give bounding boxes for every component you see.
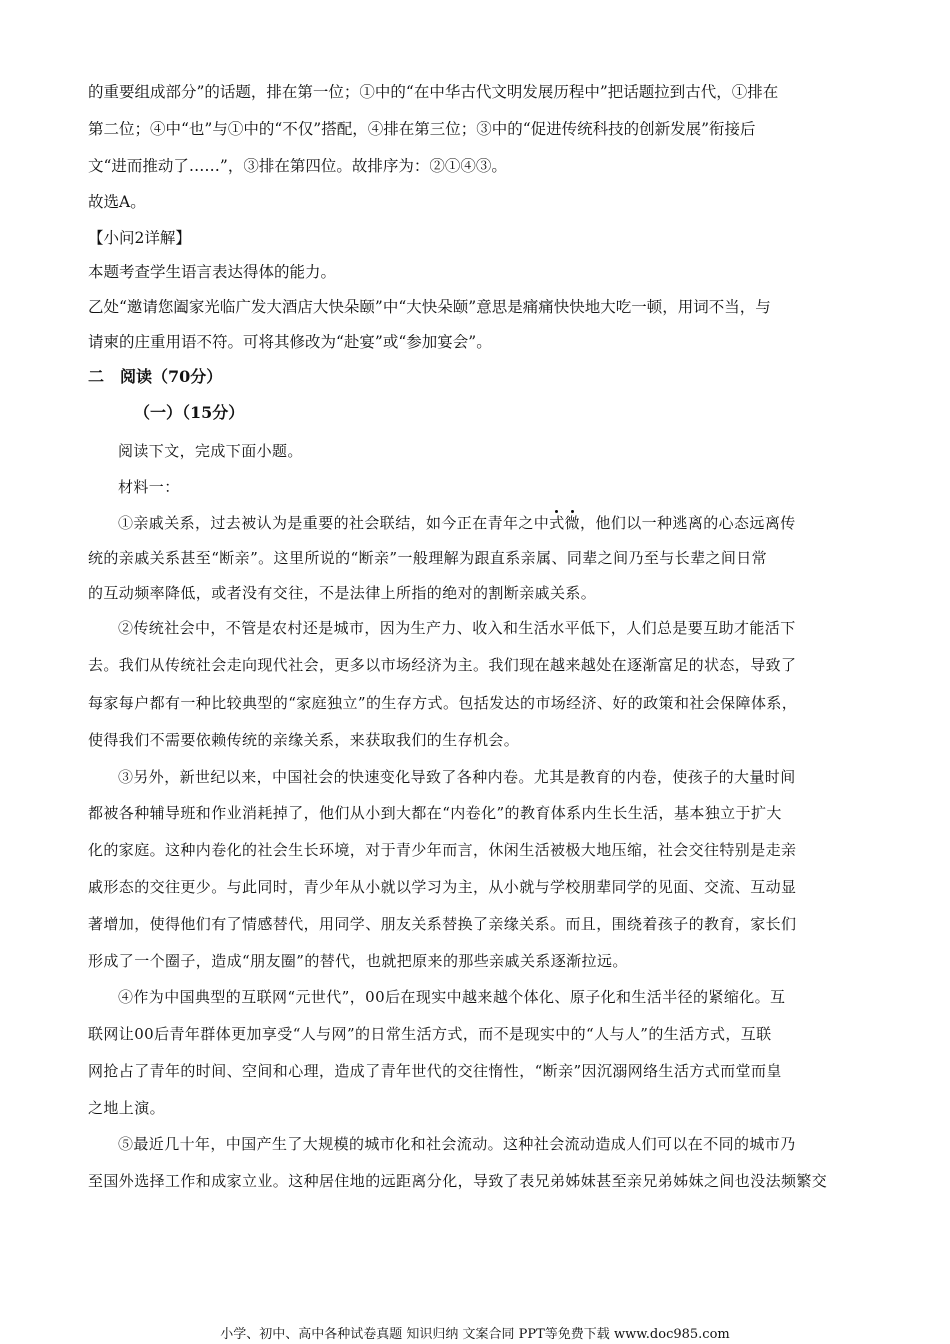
article-line: 形成了一个圈子，造成“朋友圈”的替代，也就把原来的那些亲戚关系逐渐拉远。 (88, 952, 628, 970)
article-line: 至国外选择工作和成家立业。这种居住地的远距离分化，导致了表兄弟姊妹甚至亲兄弟姊妹之间也没法频繁交 (88, 1172, 828, 1190)
article-line: 的互动频率降低，或者没有交往，不是法律上所指的绝对的割断亲戚关系。 (88, 584, 597, 602)
part-title: （一）（15分） (134, 403, 245, 422)
article-text: ①亲戚关系，过去被认为是重要的社会联结，如今正在青年之中 (118, 514, 550, 532)
article-line: 联网让00后青年群体更加享受“人与网”的日常生活方式，而不是现实中的“人与人”的生活方式，互联 (88, 1025, 772, 1043)
answer-line: 的重要组成部分”的话题，排在第一位；①中的“在中华古代文明发展历程中”把话题拉到古代，①排在 (88, 83, 779, 101)
section-title: 二 阅读（70分） (88, 367, 223, 386)
answer-line: 请柬的庄重用语不符。可将其修改为“赴宴”或“参加宴会”。 (88, 333, 492, 351)
article-line: 之地上演。 (88, 1099, 166, 1117)
article-line: 都被各种辅导班和作业消耗掉了，他们从小到大都在“内卷化”的教育体系内生长生活，基本独立于扩大 (88, 804, 782, 822)
instruction: 阅读下文，完成下面小题。 (118, 442, 303, 460)
article-line: 戚形态的交往更少。与此同时，青少年从小就以学习为主，从小就与学校朋辈同学的见面、交流、互动显 (88, 878, 797, 896)
article-text: ，他们以一种逃离的心态远离传 (580, 514, 796, 532)
answer-choice: 故选A。 (88, 193, 146, 211)
answer-line: 乙处“邀请您阖家光临广发大酒店大快朵颐”中“大快朵颐”意思是痛痛快快地大吃一顿，用词不当，与 (88, 298, 771, 316)
answer-line: 本题考查学生语言表达得体的能力。 (88, 263, 337, 281)
answer-line: 文“进而推动了……”，③排在第四位。故排序为：②①④③。 (88, 157, 507, 175)
article-line (118, 513, 796, 533)
article-line: ④作为中国典型的互联网“元世代”，00后在现实中越来越个体化、原子化和生活半径的紧缩化。互 (118, 988, 786, 1006)
article-line: 统的亲戚关系甚至“断亲”。这里所说的“断亲”一般理解为跟直系亲属、同辈之间乃至与长辈之间日常 (88, 549, 768, 567)
answer-line: 第二位；④中“也”与①中的“不仅”搭配，④排在第三位；③中的“促进传统科技的创新发展”衔接后 (88, 120, 756, 138)
article-line: ②传统社会中，不管是农村还是城市，因为生产力、收入和生活水平低下，人们总是要互助才能活下 (118, 619, 796, 637)
article-line: 网抢占了青年的时间、空间和心理，造成了青年世代的交往惰性，“断亲”因沉溺网络生活方式而堂而皇 (88, 1062, 782, 1080)
article-line: 化的家庭。这种内卷化的社会生长环境，对于青少年而言，休闲生活被极大地压缩，社会交往特别是走亲 (88, 841, 797, 859)
emphasis-char: 微 (564, 514, 581, 532)
article-line: ⑤最近几十年，中国产生了大规模的城市化和社会流动。这种社会流动造成人们可以在不同的城市乃 (118, 1135, 796, 1153)
article-line: 使得我们不需要依赖传统的亲缘关系，来获取我们的生存机会。 (88, 731, 520, 749)
article-line: 每家每户都有一种比较典型的“家庭独立”的生存方式。包括发达的市场经济、好的政策和社会保障体系， (88, 694, 798, 712)
article-line: 著增加，使得他们有了情感替代，用同学、朋友关系替换了亲缘关系。而且，围绕着孩子的教育，家长们 (88, 915, 797, 933)
article-line: ③另外，新世纪以来，中国社会的快速变化导致了各种内卷。尤其是教育的内卷，使孩子的大量时间 (118, 768, 796, 786)
emphasis-char: 式 (549, 514, 565, 532)
material-label: 材料一： (118, 478, 180, 496)
page-footer: 小学、初中、高中各种试卷真题 知识归纳 文案合同 PPT等免费下载 www.doc985.com (220, 1327, 730, 1342)
article-line: 去。我们从传统社会走向现代社会，更多以市场经济为主。我们现在越来越处在逐渐富足的状态，导致了 (88, 656, 797, 674)
sub-question-heading: 【小问2详解】 (88, 229, 191, 247)
